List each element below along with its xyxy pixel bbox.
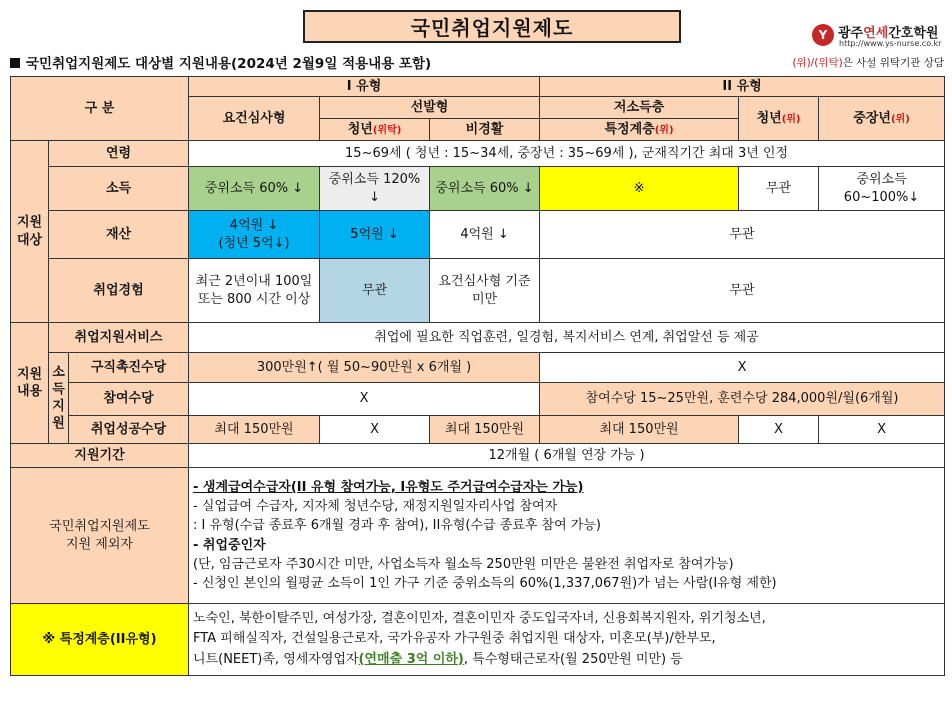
income-label: 소득 xyxy=(49,167,189,211)
exclusion-line: - 취업중인자 xyxy=(193,537,266,553)
section-subtitle: 국민취업지원제도 대상별 지원내용(2024년 2월9일 적용내용 포함) xyxy=(10,52,431,72)
experience-req-review: 최근 2년이내 100일 또는 800 시간 이상 xyxy=(189,259,320,323)
header-type1: I 유형 xyxy=(189,77,540,97)
job-seek-type2: X xyxy=(540,353,945,383)
header-selection: 선발형 xyxy=(320,97,540,119)
success-label: 취업성공수당 xyxy=(69,416,189,444)
asset-req-review: 4억원 ↓ (청년 5억↓) xyxy=(189,211,320,259)
exclusion-label: 국민취업지원제도 지원 제외자 xyxy=(11,468,189,604)
experience-youth-trust: 무관 xyxy=(320,259,430,323)
income-youth2: 무관 xyxy=(739,167,819,211)
header-youth-trust: 청년(위탁) xyxy=(320,119,430,141)
eligibility-label: 지원 대상 xyxy=(11,141,49,323)
header-gubun: 구 분 xyxy=(11,77,189,141)
header-non-economic: 비경활 xyxy=(430,119,540,141)
academy-logo xyxy=(812,22,944,52)
special-class-content xyxy=(189,604,945,676)
income-non-economic: 중위소득 60% ↓ xyxy=(430,167,540,211)
experience-label: 취업경험 xyxy=(49,259,189,323)
header-type2: II 유형 xyxy=(540,77,945,97)
service-label: 취업지원서비스 xyxy=(49,323,189,353)
special-class-label: ※ 특정계층(II유형) xyxy=(11,604,189,676)
participation-type1: X xyxy=(189,383,540,416)
age-label: 연령 xyxy=(49,141,189,167)
exclusion-content xyxy=(189,468,945,604)
header-special-class: 특정계층(위) xyxy=(540,119,739,141)
success-non-economic: 최대 150만원 xyxy=(430,416,540,444)
participation-type2: 참여수당 15~25만원, 훈련수당 284,000원/월(6개월) xyxy=(540,383,945,416)
square-bullet-icon xyxy=(10,58,20,68)
special-line: 노숙인, 북한이탈주민, 여성가장, 결혼이민자, 결혼이민자 중도입국자녀, 신용회복지원자, 위기청소년, xyxy=(193,611,766,627)
success-youth-trust: X xyxy=(320,416,430,444)
income-midage: 중위소득 60~100%↓ xyxy=(819,167,945,211)
success-midage: X xyxy=(819,416,945,444)
success-req-review: 최대 150만원 xyxy=(189,416,320,444)
header-low-income: 저소득층 xyxy=(540,97,739,119)
special-line: 니트(NEET)족, 영세자영업자(연매출 3억 이하), 특수형태근로자(월 250만원 미만) 등 xyxy=(193,651,683,667)
asset-youth-trust: 5억원 ↓ xyxy=(320,211,430,259)
trust-note: (위)/(위탁)은 사설 위탁기관 상담 xyxy=(792,57,944,69)
period-value: 12개월 ( 6개월 연장 가능 ) xyxy=(189,444,945,468)
exclusion-line: - 생계급여수급자(II 유형 참여가능, I유형도 주거급여수급자는 가능) xyxy=(193,479,584,495)
exclusion-line: - 실업급여 수급자, 지자체 청년수당, 재정지원일자리사업 참여자 xyxy=(193,499,558,515)
support-table xyxy=(10,76,945,676)
header-req-review: 요건심사형 xyxy=(189,97,320,141)
income-low-income: ※ xyxy=(540,167,739,211)
service-value: 취업에 필요한 직업훈련, 일경험, 복지서비스 연계, 취업알선 등 제공 xyxy=(189,323,945,353)
job-seek-type1: 300만원↑( 월 50~90만원 x 6개월 ) xyxy=(189,353,540,383)
logo-url: http://www.ys-nurse.co.kr xyxy=(839,39,942,48)
special-line: FTA 피해실직자, 건설일용근로자, 국가유공자 가구원중 취업지원 대상자, 미혼모(부)/한부모, xyxy=(193,631,716,647)
exclusion-line: - 신청인 본인의 월평균 소득이 1인 가구 기준 중위소득의 60%(1,337,067원)가 넘는 사람(I유형 제한) xyxy=(193,575,777,591)
exclusion-line: (단, 임금근로자 주30시간 미만, 사업소득자 월소득 250만원 미만은 불완전 취업자로 참여가능) xyxy=(193,556,734,572)
success-low-income: 최대 150만원 xyxy=(540,416,739,444)
job-seek-label: 구직촉진수당 xyxy=(69,353,189,383)
asset-label: 재산 xyxy=(49,211,189,259)
exclusion-line: : I 유형(수급 종료후 6개월 경과 후 참여), II유형(수급 종료후 참여 가능) xyxy=(193,518,601,534)
experience-non-economic: 요건심사형 기준 미만 xyxy=(430,259,540,323)
period-label: 지원기간 xyxy=(11,444,189,468)
success-youth2: X xyxy=(739,416,819,444)
income-req-review: 중위소득 60% ↓ xyxy=(189,167,320,211)
experience-type2: 무관 xyxy=(540,259,945,323)
header-midage: 중장년(위) xyxy=(819,97,945,141)
page-title: 국민취업지원제도 xyxy=(303,10,681,43)
header-youth2: 청년(위) xyxy=(739,97,819,141)
age-value: 15~69세 ( 청년 : 15~34세, 중장년 : 35~69세 ), 군재직기간 최대 3년 인정 xyxy=(189,141,945,167)
asset-non-economic: 4억원 ↓ xyxy=(430,211,540,259)
logo-name: 광주연세간호학원 xyxy=(838,26,939,41)
support-label: 지원 내용 xyxy=(11,323,49,444)
income-support-label: 소득지원 xyxy=(49,353,69,444)
asset-type2: 무관 xyxy=(540,211,945,259)
income-youth-trust: 중위소득 120% ↓ xyxy=(320,167,430,211)
participation-label: 참여수당 xyxy=(69,383,189,416)
logo-mark: Y xyxy=(812,24,834,46)
